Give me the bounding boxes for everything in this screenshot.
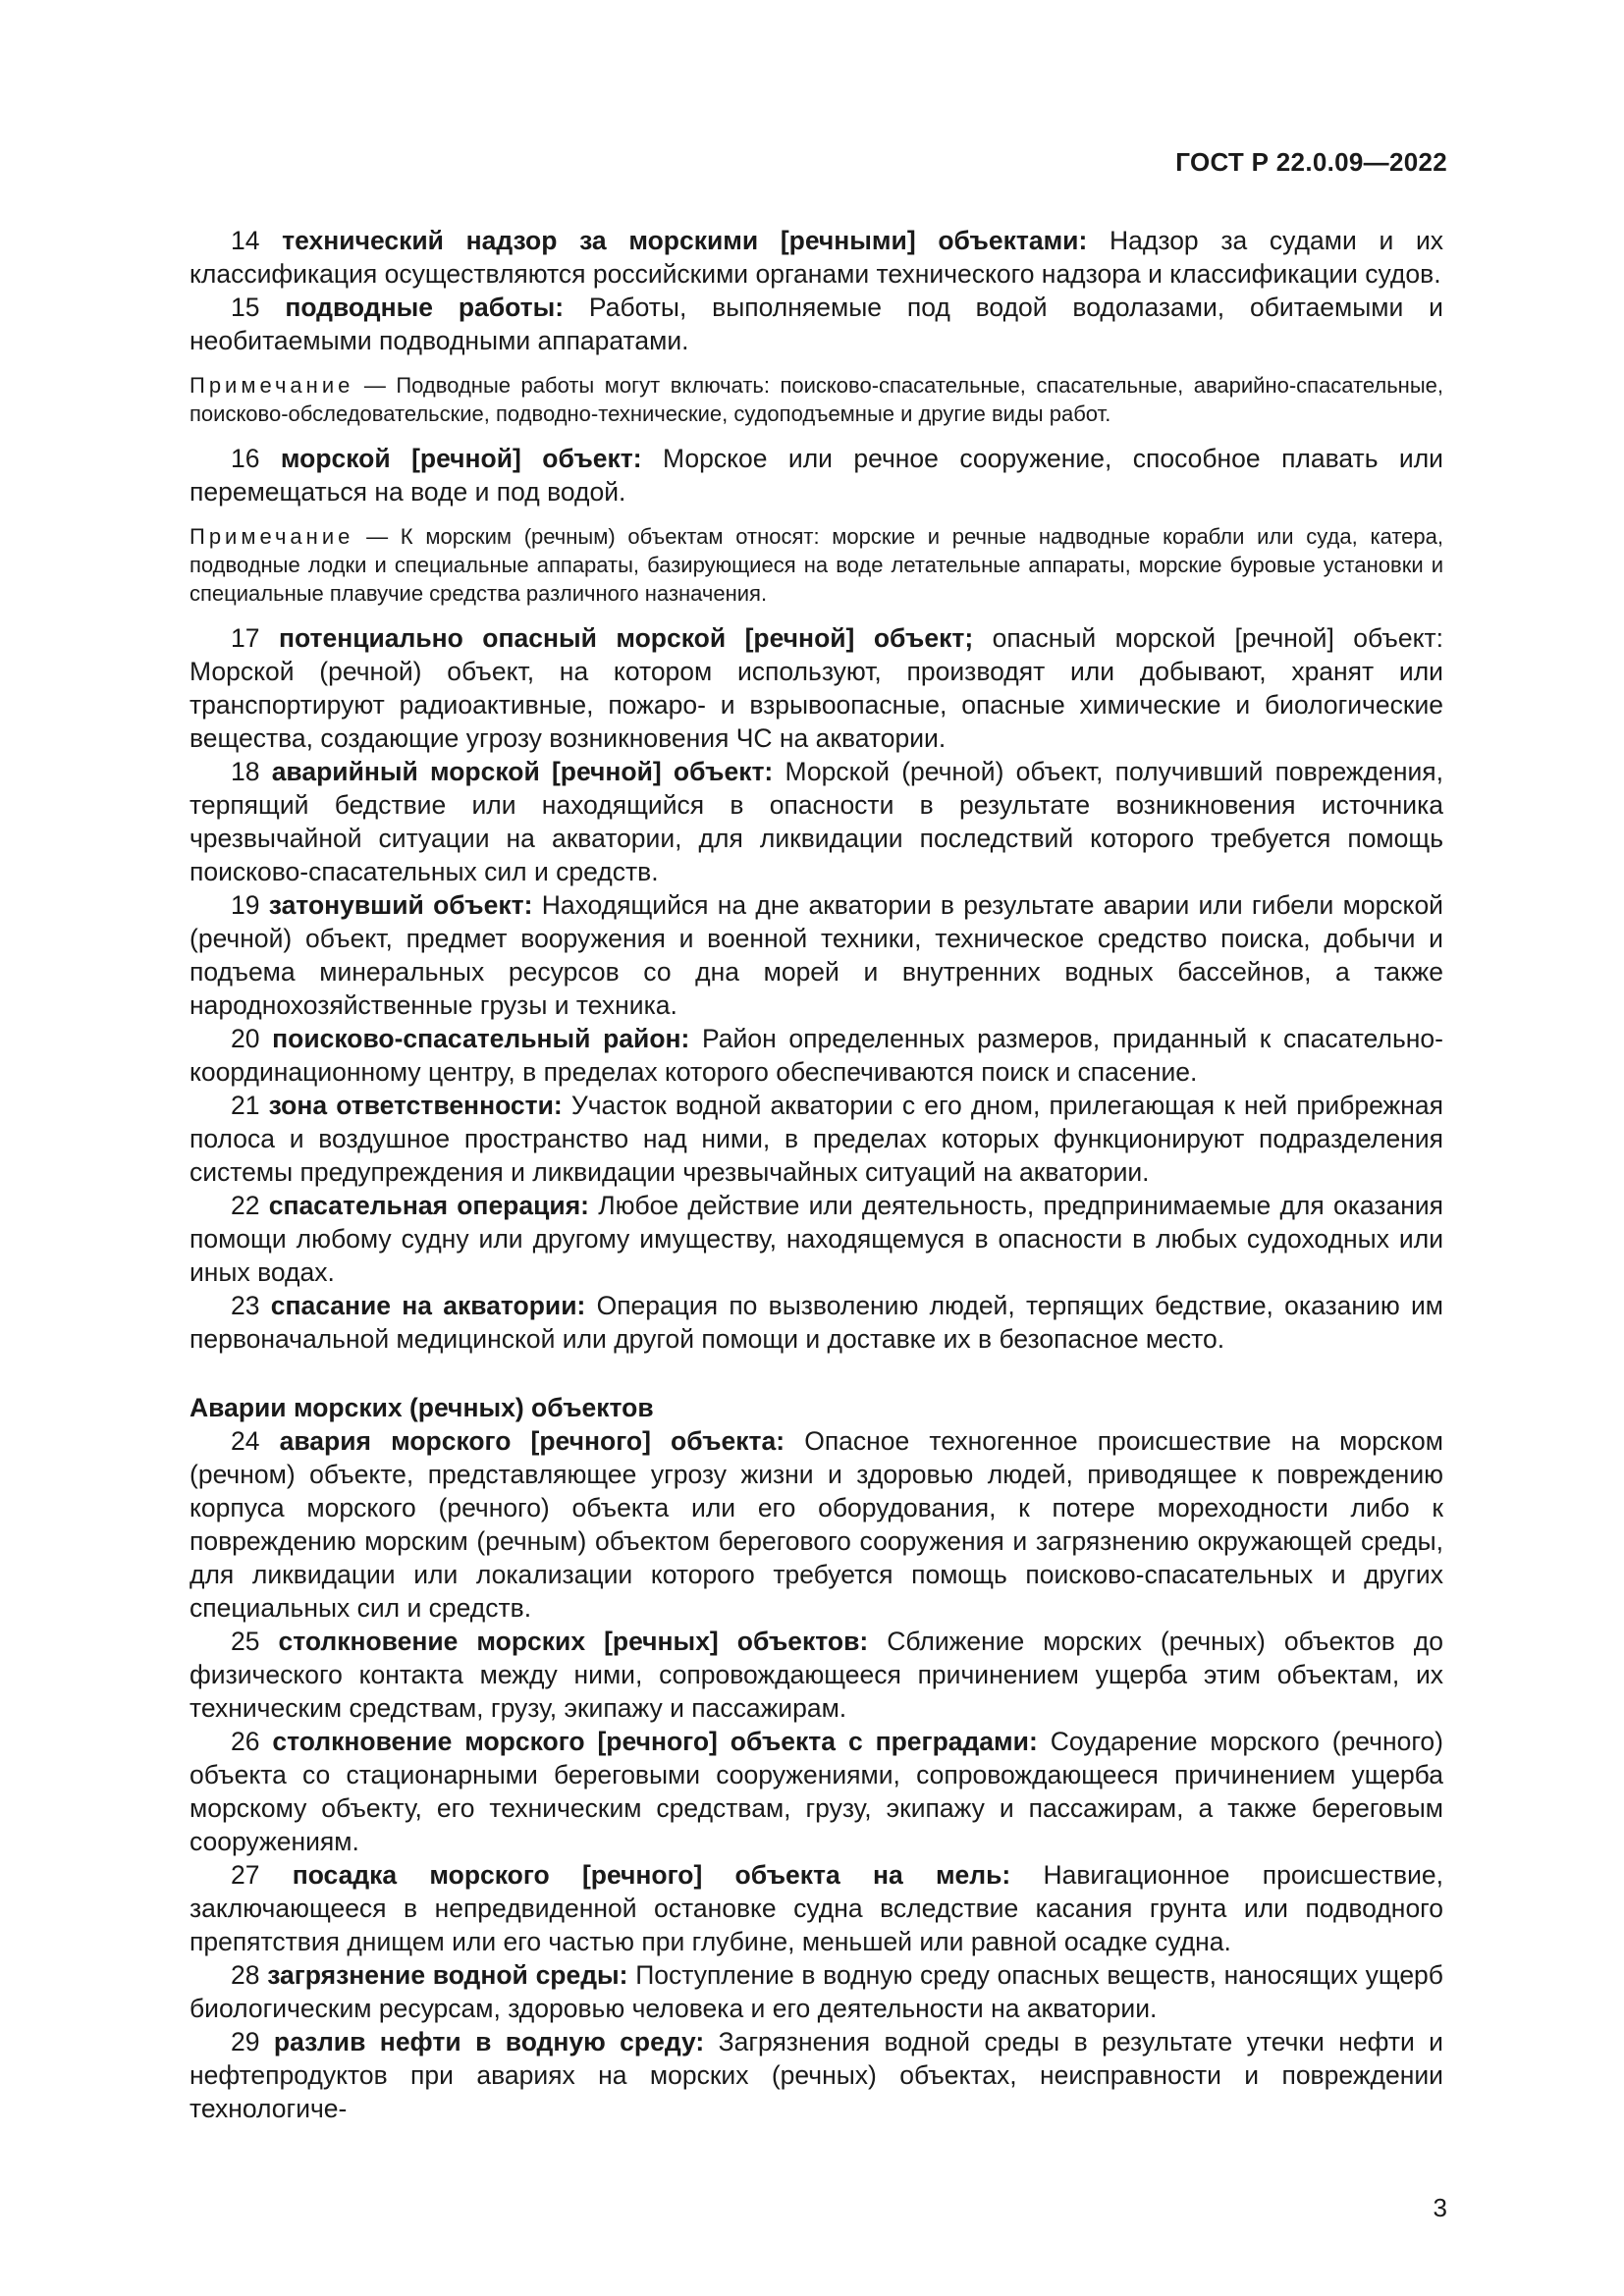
term-entry — [189, 1089, 1443, 1189]
term-title: загрязнение водной среды: — [267, 1960, 628, 1990]
section-heading: Аварии морских (речных) объектов — [189, 1393, 654, 1422]
term-number: 21 — [231, 1091, 260, 1120]
term-definition: Надзор за судами и их классификация осуществляются российскими органами технического надзора и классификации судов. — [189, 226, 1443, 289]
term-definition: Операция по вызволению людей, терпящих бедствие, оказанию им первоначальной медицинской или другой помощи и доставке их в безопасное место. — [189, 1291, 1443, 1354]
term-definition: Участок водной акватории с его дном, прилегающая к ней прибрежная полоса и воздушное пространство над ними, в пределах которых функционируют подразделения системы предупреждения и ликвидации чрезвычайных ситуаций на акватории. — [189, 1091, 1443, 1187]
note-text: — Подводные работы могут включать: поисково-спасательные, спасательные, аварийно-спасательные, поисково-обследовательские, подводно-технические, судоподъемные и другие виды работ. — [189, 373, 1443, 426]
note — [189, 522, 1443, 608]
term-definition: Работы, выполняемые под водой водолазами, обитаемыми и необитаемыми подводными аппаратами. — [189, 293, 1443, 355]
term-definition: Морской (речной) объект, получивший повреждения, терпящий бедствие или находящийся в опасности в результате возникновения источника чрезвычайной ситуации на акватории, для ликвидации последствий которого требуется помощь поисково-спасательных сил и средств. — [189, 757, 1443, 886]
term-definition: Сближение морских (речных) объектов до физического контакта между ними, сопровождающееся причинением ущерба этим объектам, их техническим средствам, грузу, экипажу и пассажирам. — [189, 1627, 1443, 1723]
term-definition: Загрязнения водной среды в результате утечки нефти и нефтепродуктов при авариях на морских (речных) объектах, неисправности и повреждении технологиче- — [189, 2027, 1443, 2123]
term-number: 28 — [231, 1960, 260, 1990]
term-number: 15 — [231, 293, 260, 322]
term-definition: Опасное техногенное происшествие на морском (речном) объекте, представляющее угрозу жизни и здоровью людей, приводящее к повреждению корпуса морского (речного) объекта или его оборудования, к потере мореходности либо к повреждению морским (речным) объектом берегового сооружения и загрязнению окружающей среды, для ликвидации или локализации которого требуется помощь поисково-спасательных и других специальных сил и средств. — [189, 1426, 1443, 1623]
term-number: 20 — [231, 1024, 260, 1053]
document-body — [189, 224, 1443, 2125]
term-title: аварийный морской [речной] объект: — [271, 757, 774, 786]
term-entry — [189, 621, 1443, 755]
term-number: 25 — [231, 1627, 260, 1656]
term-entry — [189, 1858, 1443, 1958]
term-number: 23 — [231, 1291, 260, 1320]
term-entry — [189, 1022, 1443, 1089]
term-number: 19 — [231, 890, 260, 920]
term-definition: Район определенных размеров, приданный к спасательно-координационному центру, в пределах которого обеспечиваются поиск и спасение. — [189, 1024, 1443, 1087]
term-entry — [189, 1625, 1443, 1725]
term-entry — [189, 1189, 1443, 1289]
document-designation: ГОСТ Р 22.0.09—2022 — [1175, 147, 1447, 177]
term-title: столкновение морского [речного] объекта с преградами: — [272, 1727, 1038, 1756]
term-title: посадка морского [речного] объекта на мель: — [292, 1860, 1011, 1890]
term-definition: Поступление в водную среду опасных веществ, наносящих ущерб биологическим ресурсам, здоровью человека и его деятельности на акватории. — [189, 1960, 1443, 2023]
term-title: столкновение морских [речных] объектов: — [278, 1627, 869, 1656]
term-entry — [189, 1725, 1443, 1858]
term-definition: Находящийся на дне акватории в результате аварии или гибели морской (речной) объект, предмет вооружения и военной техники, техническое средство поиска, добычи и подъема минеральных ресурсов со дна морей и внутренних водных бассейнов, а также народнохозяйственные грузы и техника. — [189, 890, 1443, 1020]
term-entry — [189, 1424, 1443, 1625]
term-number: 27 — [231, 1860, 260, 1890]
term-title: разлив нефти в водную среду: — [273, 2027, 705, 2056]
term-title: технический надзор за морскими [речными] объектами: — [282, 226, 1088, 255]
term-entry — [189, 755, 1443, 888]
term-entry — [189, 442, 1443, 508]
term-number: 18 — [231, 757, 260, 786]
term-title: спасательная операция: — [268, 1191, 589, 1220]
note-label: Примечание — [189, 373, 354, 398]
term-title: спасание на акватории: — [270, 1291, 586, 1320]
term-title: подводные работы: — [285, 293, 565, 322]
term-number: 14 — [231, 226, 260, 255]
term-title: поисково-спасательный район: — [272, 1024, 690, 1053]
term-entry — [189, 2025, 1443, 2125]
term-definition: Любое действие или деятельность, предпринимаемые для оказания помощи любому судну или другому имуществу, находящемуся в опасности в любых судоходных или иных водах. — [189, 1191, 1443, 1287]
page-number: 3 — [1433, 2193, 1447, 2222]
term-number: 24 — [231, 1426, 260, 1456]
term-title: авария морского [речного] объекта: — [279, 1426, 785, 1456]
term-definition: опасный морской [речной] объект: Морской (речной) объект, на котором используют, производят или добывают, хранят или транспортируют радиоактивные, пожаро- и взрывоопасные, опасные химические и биологические вещества, создающие угрозу возникновения ЧС на акватории. — [189, 623, 1443, 753]
term-number: 22 — [231, 1191, 260, 1220]
term-entry — [189, 888, 1443, 1022]
term-title: зона ответственности: — [268, 1091, 563, 1120]
term-number: 17 — [231, 623, 260, 653]
term-number: 16 — [231, 444, 260, 473]
term-entry — [189, 291, 1443, 357]
term-definition: Соударение морского (речного) объекта со стационарными береговыми сооружениями, сопровождающееся причинением ущерба морскому объекту, его техническим средствам, грузу, экипажу и пассажирам, а также береговым сооружениям. — [189, 1727, 1443, 1856]
note-text: — К морским (речным) объектам относят: морские и речные надводные корабли или суда, катера, подводные лодки и специальные аппараты, базирующиеся на воде летательные аппараты, морские буровые установки и специальные плавучие средства различного назначения. — [189, 524, 1443, 606]
term-title: затонувший объект: — [268, 890, 533, 920]
term-number: 29 — [231, 2027, 260, 2056]
note-label: Примечание — [189, 524, 354, 549]
term-definition: Морское или речное сооружение, способное плавать или перемещаться на воде и под водой. — [189, 444, 1443, 507]
term-title: морской [речной] объект: — [280, 444, 642, 473]
term-entry — [189, 1958, 1443, 2025]
term-entry — [189, 1289, 1443, 1356]
term-entry — [189, 224, 1443, 291]
term-title: потенциально опасный морской [речной] объект; — [278, 623, 974, 653]
note — [189, 371, 1443, 428]
term-definition: Навигационное происшествие, заключающееся в непредвиденной остановке судна вследствие касания грунта или подводного препятствия днищем или его частью при глубине, меньшей или равной осадке судна. — [189, 1860, 1443, 1956]
term-number: 26 — [231, 1727, 260, 1756]
